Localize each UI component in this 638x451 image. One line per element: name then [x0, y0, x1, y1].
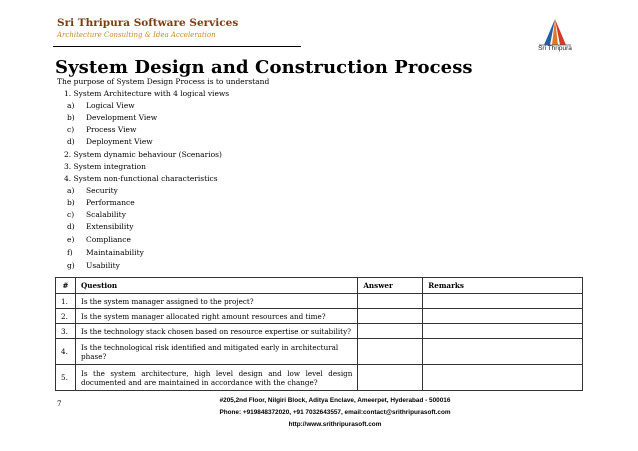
row-num: 3.: [56, 324, 76, 339]
col-header-answer: Answer: [358, 278, 423, 294]
list-item-letter: d): [67, 222, 75, 231]
company-name: Sri Thripura Software Services: [57, 17, 239, 29]
list-item-letter: b): [67, 198, 75, 207]
list-item-letter: b): [67, 113, 75, 122]
row-question: Is the system architecture, high level design and low level design documented and are maintained in accordance with the change?: [75, 365, 357, 391]
row-question: Is the system manager allocated right amount resources and time?: [75, 309, 357, 324]
intro-text: The purpose of System Design Process is to understand: [57, 77, 270, 86]
list-item: Security: [86, 186, 118, 195]
list-item-letter: c): [67, 125, 75, 134]
section-2-heading: 2. System dynamic behaviour (Scenarios): [64, 150, 222, 159]
section-1-heading: 1. System Architecture with 4 logical views: [64, 89, 230, 98]
table-row: [56, 294, 583, 309]
list-item-letter: e): [67, 235, 75, 244]
row-answer[interactable]: [358, 309, 423, 324]
footer-contact: Phone: +919848372020, +91 7032643557, email:contact@srithripurasoft.com: [219, 409, 451, 416]
footer-address: #205,2nd Floor, Nilgiri Block, Aditya Enclave, Ameerpet, Hyderabad - 500016: [219, 397, 451, 404]
list-item-letter: a): [67, 101, 75, 110]
list-item: Deployment View: [86, 137, 153, 146]
list-item-letter: c): [67, 210, 75, 219]
list-item-letter: g): [67, 261, 75, 270]
table-row: [56, 309, 583, 324]
list-item: Usability: [86, 261, 120, 270]
table-row: [56, 324, 583, 339]
row-answer[interactable]: [358, 365, 423, 391]
logo-mark-icon: [531, 17, 579, 47]
checklist-table: [55, 277, 583, 391]
col-header-question: Question: [75, 278, 357, 294]
list-item-letter: d): [67, 137, 75, 146]
company-tagline: Architecture Consulting & Idea Acceleration: [57, 31, 216, 39]
row-num: 5.: [56, 365, 76, 391]
row-remarks[interactable]: [423, 339, 583, 365]
table-row: [56, 365, 583, 391]
list-item: Scalability: [86, 210, 126, 219]
footer-website[interactable]: http://www.srithripurasoft.com: [288, 421, 382, 428]
row-answer[interactable]: [358, 324, 423, 339]
row-answer[interactable]: [358, 294, 423, 309]
list-item: Process View: [86, 125, 137, 134]
list-item: Maintainability: [86, 248, 144, 257]
list-item: Performance: [86, 198, 135, 207]
page-number: 7: [57, 400, 62, 408]
list-item-letter: a): [67, 186, 75, 195]
row-question: Is the technological risk identified and mitigated early in architectural phase?: [75, 339, 357, 365]
row-remarks[interactable]: [423, 365, 583, 391]
list-item-letter: f): [67, 248, 73, 257]
header-divider: [53, 46, 301, 47]
row-num: 1.: [56, 294, 76, 309]
row-answer[interactable]: [358, 339, 423, 365]
row-question: Is the system manager assigned to the project?: [75, 294, 357, 309]
table-row: [56, 339, 583, 365]
row-remarks[interactable]: [423, 309, 583, 324]
logo-text: Sri Thripura: [538, 45, 572, 52]
section-3-heading: 3. System integration: [64, 162, 147, 171]
list-item: Development View: [86, 113, 158, 122]
section-4-heading: 4. System non-functional characteristics: [64, 174, 218, 183]
table-header-row: [56, 278, 583, 294]
row-num: 2.: [56, 309, 76, 324]
row-remarks[interactable]: [423, 324, 583, 339]
row-remarks[interactable]: [423, 294, 583, 309]
col-header-remarks: Remarks: [423, 278, 583, 294]
list-item: Extensibility: [86, 222, 134, 231]
list-item: Logical View: [86, 101, 135, 110]
list-item: Compliance: [86, 235, 131, 244]
col-header-num: #: [56, 278, 76, 294]
company-logo: [531, 17, 579, 53]
page-title: System Design and Construction Process: [55, 57, 473, 78]
row-num: 4.: [56, 339, 76, 365]
row-question: Is the technology stack chosen based on resource expertise or suitability?: [75, 324, 357, 339]
